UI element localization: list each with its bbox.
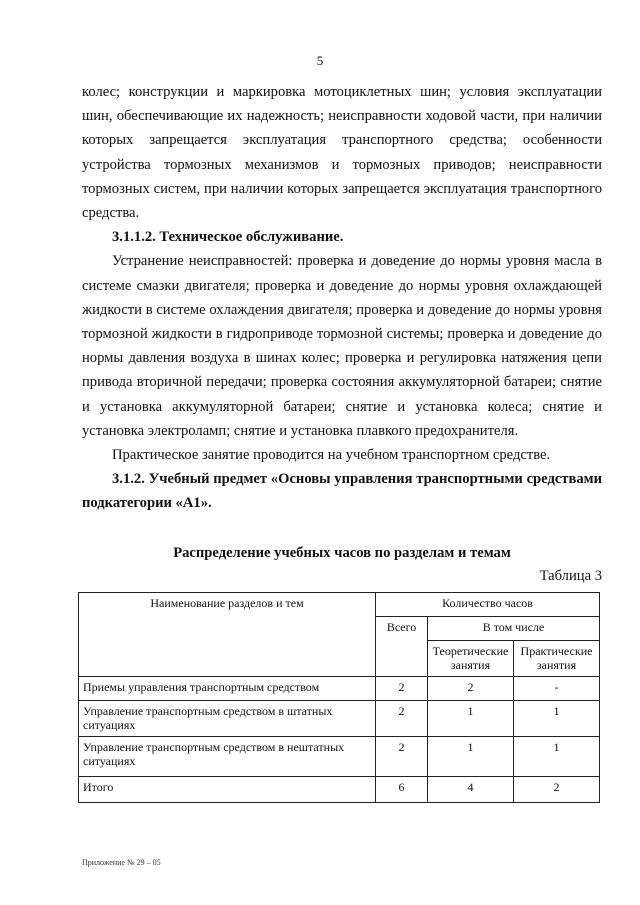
table-row-total xyxy=(79,777,600,803)
row-theory: 4 xyxy=(428,777,514,803)
row-name: Итого xyxy=(79,777,376,803)
row-total: 6 xyxy=(376,777,428,803)
header-hours: Количество часов xyxy=(376,593,600,617)
row-name: Приемы управления транспортным средством xyxy=(79,677,376,701)
header-name: Наименование разделов и тем xyxy=(79,593,376,677)
row-practice: 1 xyxy=(514,737,600,777)
header-theory: Теоретические занятия xyxy=(428,641,514,677)
footer-note: Приложение № 29 – 05 xyxy=(82,858,161,867)
header-practice: Практические занятия xyxy=(514,641,600,677)
row-total: 2 xyxy=(376,677,428,701)
row-theory: 1 xyxy=(428,701,514,737)
table-number: Таблица 3 xyxy=(539,568,602,584)
header-including: В том числе xyxy=(428,617,600,641)
paragraph-tires-brakes: колес; конструкции и маркировка мотоциклетных шин; условия эксплуатации шин, обеспечивающие их надежность; неисправности ходовой части, при наличии которых запрещается эксплуатация транспортного средства; особенности устройства тормозных механизмов и тормозных приводов; неисправности тормозных систем, при наличии которых запрещается эксплуатация транспортного средства. xyxy=(82,84,602,222)
row-practice: 2 xyxy=(514,777,600,803)
table-caption: Распределение учебных часов по разделам и темам xyxy=(173,545,511,561)
table-row xyxy=(79,701,600,737)
table-header-row xyxy=(79,593,600,617)
paragraph-practical-lesson: Практическое занятие проводится на учебном транспортном средстве. xyxy=(112,447,551,464)
row-practice: - xyxy=(514,677,600,701)
row-total: 2 xyxy=(376,701,428,737)
row-name: Управление транспортным средством в штатных ситуациях xyxy=(79,701,376,737)
table-row xyxy=(79,737,600,777)
hours-table xyxy=(78,592,600,803)
row-theory: 2 xyxy=(428,677,514,701)
row-practice: 1 xyxy=(514,701,600,737)
paragraph-troubleshooting: Устранение неисправностей: проверка и доведение до нормы уровня масла в системе смазки двигателя; проверка и доведение до нормы уровня охлаждающей жидкости в системе охлаждения двигателя; проверка и доведение до нормы уровня тормозной жидкости в гидроприводе тормозной системы; проверка и доведение до нормы давления воздуха в шинах колес; проверка и регулировка натяжения цепи привода вторичной передачи; проверка состояния аккумуляторной батареи; снятие и установка аккумуляторной батареи; снятие и установка колеса; снятие и установка электроламп; снятие и установка плавкого предохранителя. xyxy=(82,253,602,439)
row-total: 2 xyxy=(376,737,428,777)
page-number: 5 xyxy=(316,53,324,68)
table-row xyxy=(79,677,600,701)
header-total: Всего xyxy=(376,617,428,677)
section-heading-subject: 3.1.2. Учебный предмет «Основы управления транспортными средствами подкатегории «А1». xyxy=(82,471,602,512)
document-body xyxy=(82,80,602,516)
section-heading-maintenance: 3.1.1.2. Техническое обслуживание. xyxy=(112,229,344,246)
row-name: Управление транспортным средством в нештатных ситуациях xyxy=(79,737,376,777)
row-theory: 1 xyxy=(428,737,514,777)
